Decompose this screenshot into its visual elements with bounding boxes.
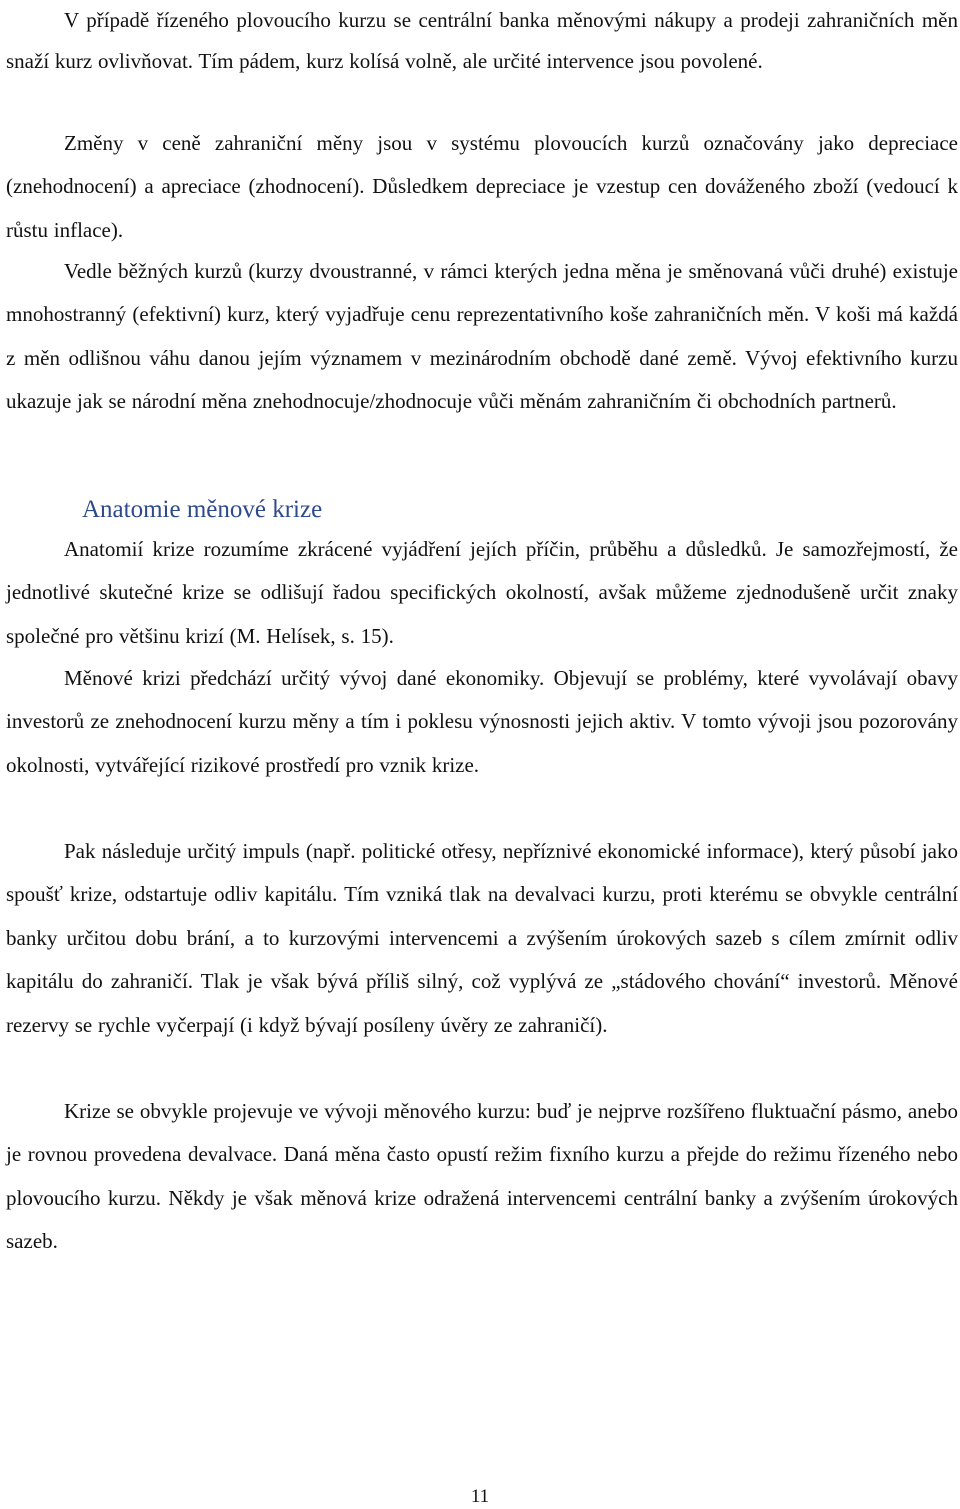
- paragraph-effective-rate: Vedle běžných kurzů (kurzy dvoustranné, v rámci kterých jedna měna je směnovaná vůči druhé) existuje mnohostranný (efektivní) kurz, který vyjadřuje cenu reprezentativního koše zahraničních měn. V koši má každá z měn odlišnou váhu danou jejím významem v mezinárodním obchodě dané země. Vývoj efektivního kurzu ukazuje jak se národní měna znehodnocuje/zhodnocuje vůči měnám zahraničním či obchodních partnerů.: [6, 259, 958, 414]
- paragraph-crisis-manifestation: Krize se obvykle projevuje ve vývoji měnového kurzu: buď je nejprve rozšířeno fluktuační pásmo, anebo je rovnou provedena devalvace. Daná měna často opustí režim fixního kurzu a přejde do režimu řízeného nebo plovoucího kurzu. Někdy je však měnová krize odražená intervencemi centrální banky a zvýšením úrokových sazeb.: [6, 1099, 958, 1254]
- paragraph-managed-float: V případě řízeného plovoucího kurzu se centrální banka měnovými nákupy a prodeji zahraničních měn snaží kurz ovlivňovat. Tím pádem, kurz kolísá volně, ale určité intervence jsou povolené.: [6, 8, 958, 73]
- paragraph-crisis-impulse: Pak následuje určitý impuls (např. politické otřesy, nepříznivé ekonomické informace), který působí jako spoušť krize, odstartuje odliv kapitálu. Tím vzniká tlak na devalvaci kurzu, proti kterému se obvykle centrální banky určitou dobu brání, a to kurzovými intervencemi a zvýšením úrokových sazeb s cílem zmírnit odliv kapitálu do zahraničí. Tlak je však bývá příliš silný, což vyplývá ze „stádového chování“ investorů. Měnové rezervy se rychle vyčerpají (i když bývají posíleny úvěry ze zahraničí).: [6, 839, 958, 1037]
- page-number: 11: [470, 1486, 490, 1507]
- paragraph-depreciation: Změny v ceně zahraniční měny jsou v systému plovoucích kurzů označovány jako depreciace (znehodnocení) a apreciace (zhodnocení). Důsledkem depreciace je vzestup cen dováženého zboží (vedoucí k růstu inflace).: [6, 131, 958, 242]
- section-heading: Anatomie měnové krize: [82, 496, 323, 523]
- paragraph-crisis-anatomy: Anatomií krize rozumíme zkrácené vyjádření jejích příčin, průběhu a důsledků. Je samozřejmostí, že jednotlivé skutečné krize se odlišují řadou specifických okolností, avšak můžeme zjednodušeně určit znaky společné pro většinu krizí (M. Helísek, s. 15).: [6, 537, 958, 648]
- paragraph-crisis-precondition: Měnové krizi předchází určitý vývoj dané ekonomiky. Objevují se problémy, které vyvolávají obavy investorů ze znehodnocení kurzu měny a tím i poklesu výnosnosti jejich aktiv. V tomto vývoji jsou pozorovány okolnosti, vytvářející rizikové prostředí pro vznik krize.: [6, 666, 958, 777]
